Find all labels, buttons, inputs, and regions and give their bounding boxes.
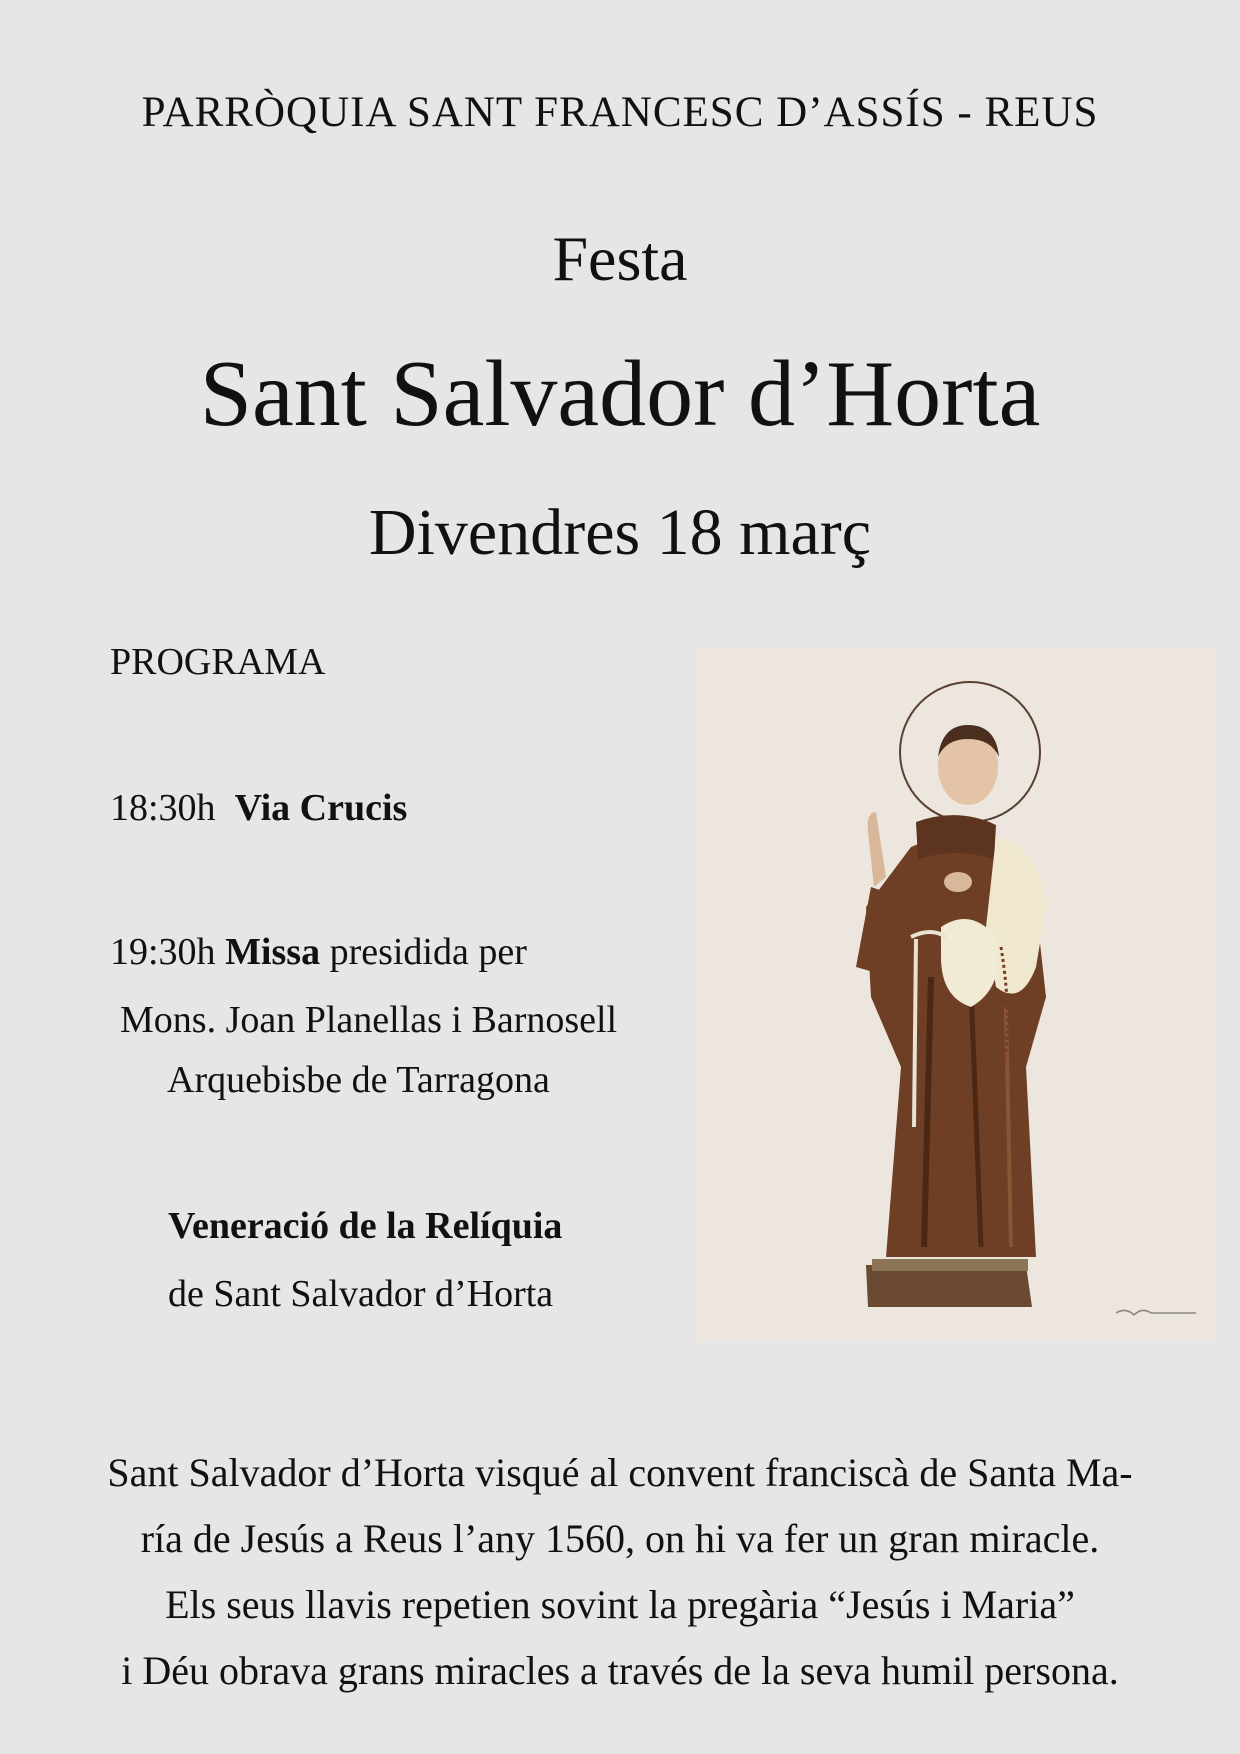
event-date: Divendres 18 març bbox=[368, 496, 872, 569]
festa-heading: Festa bbox=[552, 223, 688, 294]
biography-line: ría de Jesús a Reus l’any 1560, on hi va fer un gran miracle. bbox=[140, 1516, 1100, 1561]
saint-title: Sant Salvador d’Horta bbox=[199, 342, 1041, 446]
program-item-veneracio bbox=[168, 1204, 562, 1248]
program-item-time: 19:30h bbox=[110, 931, 216, 973]
biography-line: i Déu obrava grans miracles a través de la seva humil persona. bbox=[121, 1648, 1119, 1693]
program-item-via-crucis bbox=[110, 786, 407, 830]
program-item-event: Veneració de la Relíquia bbox=[168, 1205, 563, 1247]
saint-statue-image bbox=[696, 647, 1216, 1341]
parish-heading: PARRÒQUIA SANT FRANCESC D’ASSÍS - REUS bbox=[141, 89, 1099, 136]
saint-biography bbox=[40, 1440, 1200, 1704]
program-item-event: Via Crucis bbox=[234, 787, 408, 829]
biography-line: Sant Salvador d’Horta visqué al convent franciscà de Santa Ma- bbox=[107, 1450, 1133, 1495]
program-item-detail: presidida per bbox=[329, 931, 527, 973]
program-item-detail: de Sant Salvador d’Horta bbox=[168, 1273, 554, 1315]
biography-line: Els seus llavis repetien sovint la pregària “Jesús i Maria” bbox=[165, 1582, 1075, 1627]
program-title: PROGRAMA bbox=[110, 641, 326, 683]
program-presider-name: Mons. Joan Planellas i Barnosell bbox=[120, 999, 618, 1041]
program-presider-role: Arquebisbe de Tarragona bbox=[167, 1059, 550, 1101]
program-item-event: Missa bbox=[225, 931, 321, 973]
program-item-time: 18:30h bbox=[110, 787, 216, 829]
program-item-missa bbox=[110, 930, 527, 974]
